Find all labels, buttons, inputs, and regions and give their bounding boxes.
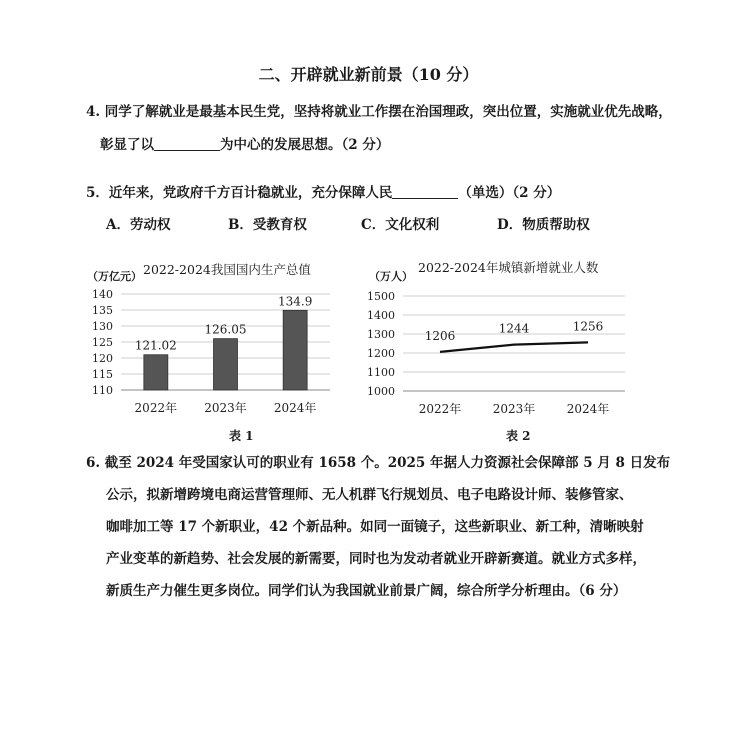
- chart-2-y-tick-label: 1500: [367, 290, 395, 303]
- chart-1-data-label: 134.9: [277, 294, 313, 309]
- chart-1-y-tick-label: 120: [92, 352, 113, 365]
- question-4-text-after-blank: 为中心的发展思想。（2 分）: [220, 137, 390, 153]
- chart-1-x-tick-label: 2022年: [134, 401, 178, 415]
- chart-2-x-tick-label: 2022年: [418, 402, 462, 416]
- chart-1-data-label: 126.05: [204, 322, 247, 337]
- chart-1-bar: [283, 310, 307, 390]
- question-6-line-4: 产业变革的新趋势、社会发展的新需要，同时也为发动者就业开辟新赛道。就业方式多样，: [106, 551, 646, 567]
- question-5-text-after-blank: （单选）（2 分）: [458, 185, 561, 201]
- chart-2-x-tick-label: 2024年: [566, 402, 610, 416]
- chart-1-y-tick-label: 140: [92, 288, 113, 301]
- chart-2-unit-label: （万人）: [369, 270, 413, 283]
- chart-1-x-tick-label: 2023年: [204, 401, 247, 415]
- chart-1-y-tick-label: 110: [92, 384, 113, 397]
- question-5-option-a[interactable]: A．劳动权: [106, 217, 171, 233]
- chart-1-y-tick-label: 130: [92, 320, 113, 333]
- chart-2-y-tick-label: 1300: [367, 328, 395, 341]
- chart-2-data-label: 1244: [498, 321, 530, 336]
- chart-1-caption: 表 1: [229, 429, 254, 443]
- chart-2-data-label: 1206: [424, 328, 456, 343]
- section-title: 二、开辟就业新前景（10 分）: [258, 65, 479, 84]
- chart-1-bar: [144, 355, 168, 390]
- chart-1-bar: [214, 339, 238, 390]
- chart-1-y-tick-label: 135: [92, 304, 113, 317]
- question-4-line-1: 4. 同学了解就业是最基本民生党，坚持将就业工作摆在治国理政，突出位置，实施就业优先战略，: [86, 104, 672, 120]
- question-5-option-b[interactable]: B．受教育权: [228, 217, 307, 233]
- question-6-line-3: 咖啡加工等 17 个新职业，42 个新品种。如同一面镜子，这些新职业、新工种，清晰映射: [106, 519, 644, 535]
- chart-2-x-tick-label: 2023年: [492, 402, 536, 416]
- question-5-option-c[interactable]: C．文化权利: [361, 217, 440, 233]
- chart-1-title: 2022-2024我国国内生产总值: [143, 262, 311, 277]
- chart-2-title: 2022-2024年城镇新增就业人数: [418, 260, 599, 275]
- chart-1-x-tick-label: 2024年: [273, 401, 317, 415]
- chart-1-unit-label: （万亿元）: [87, 270, 142, 283]
- chart-2-data-label: 1256: [572, 319, 604, 334]
- chart-2-y-tick-label: 1400: [367, 309, 395, 322]
- question-4-text-before-blank: 彰显了以: [100, 137, 154, 153]
- question-6-line-1: 6. 截至 2024 年受国家认可的职业有 1658 个。2025 年据人力资源社会保障部 5 月 8 日发布: [86, 455, 671, 471]
- chart-2-y-tick-label: 1100: [367, 366, 395, 379]
- question-6-line-2: 公示，拟新增跨境电商运营管理师、无人机群飞行规划员、电子电路设计师、装修管家、: [106, 487, 633, 503]
- chart-2-caption: 表 2: [506, 429, 531, 443]
- chart-1-y-tick-label: 115: [92, 368, 113, 381]
- chart-2-y-tick-label: 1000: [367, 385, 395, 398]
- chart-1-data-label: 121.02: [134, 338, 177, 353]
- question-5-text-before-blank: 5．近年来，党政府千方百计稳就业，充分保障人民: [86, 185, 393, 201]
- question-6-line-5: 新质生产力催生更多岗位。同学们认为我国就业前景广阔，综合所学分析理由。（6 分）: [106, 583, 627, 599]
- question-5-option-d[interactable]: D．物质帮助权: [497, 217, 590, 233]
- chart-2-y-tick-label: 1200: [367, 347, 395, 360]
- chart-1-y-tick-label: 125: [92, 336, 113, 349]
